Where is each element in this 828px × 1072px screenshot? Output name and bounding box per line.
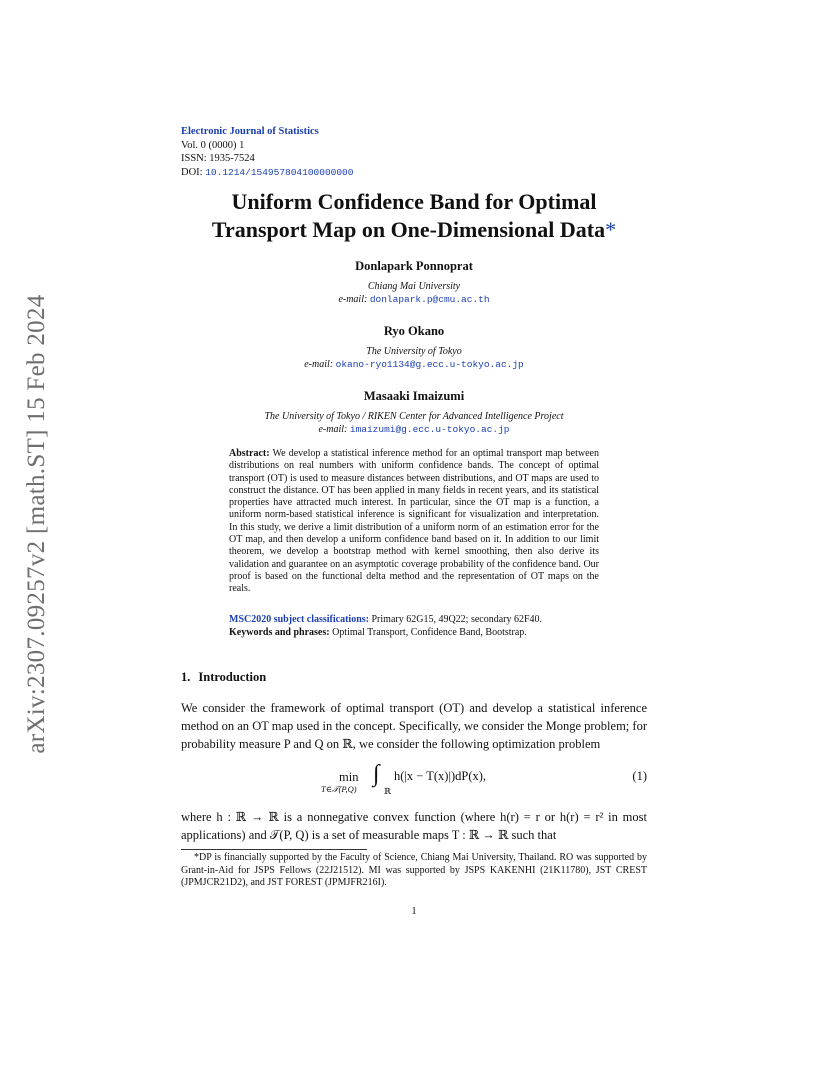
equation-body: h(|x − T(x)|)dP(x),	[394, 769, 487, 783]
footnote: *DP is financially supported by the Faculty of Science, Chiang Mai University, Thailand. RO was supported by Grant-in-Aid for JSPS Fellows (22J21512). MI was supported by JSPS KAKENHI (21K11780), JST CREST (JPMJCR21D2), and JST FOREST (JPMJFR216I).	[181, 852, 647, 888]
arxiv-identifier: arXiv:2307.09257v2 [math.ST] 15 Feb 2024	[23, 294, 50, 754]
journal-name[interactable]: Electronic Journal of Statistics	[181, 126, 319, 137]
journal-doi-line	[181, 166, 353, 180]
classification-block	[229, 614, 599, 639]
section-heading	[181, 670, 266, 685]
doi-link[interactable]: 10.1214/154957804100000000	[205, 166, 354, 178]
abstract	[229, 448, 599, 596]
title-line-2-text: Transport Map on One-Dimensional Data	[211, 217, 606, 242]
author-affiliation: The University of Tokyo	[366, 346, 462, 357]
footnote-rule	[181, 849, 367, 850]
email-label: e-mail:	[304, 359, 334, 370]
journal-issn: ISSN: 1935-7524	[181, 153, 255, 164]
journal-volume: Vol. 0 (0000) 1	[181, 139, 245, 151]
msc-label-link[interactable]: MSC2020 subject classifications:	[229, 614, 369, 625]
author-block-3	[150, 389, 678, 436]
arxiv-sidebar	[22, 274, 52, 774]
msc-value: Primary 62G15, 49Q22; secondary 62F40.	[371, 614, 543, 625]
integral-domain: ℝ	[384, 786, 392, 796]
author-name: Ryo Okano	[383, 324, 445, 338]
journal-header	[181, 125, 353, 179]
page-number: 1	[411, 906, 417, 917]
equation-number: (1)	[632, 769, 647, 783]
keywords-line	[229, 627, 599, 640]
author-email-line	[150, 293, 678, 306]
author-email-line	[150, 423, 678, 436]
equation-1	[181, 761, 647, 805]
equation-subscript: T∈𝒯(P,Q)	[321, 784, 357, 794]
title-line-1: Uniform Confidence Band for Optimal	[231, 189, 597, 214]
intro-paragraph-1: We consider the framework of optimal transport (OT) and develop a statistical inference method on an OT map used in the concept. Specifically, we consider the Monge problem; for probability measure P and Q on ℝ, we consider the following optimization problem	[181, 701, 647, 751]
section-number: 1.	[181, 670, 191, 684]
abstract-label: Abstract:	[229, 448, 270, 459]
section-title: Introduction	[198, 670, 267, 684]
author-block-2	[150, 324, 678, 371]
author-email-link[interactable]: imaizumi@g.ecc.u-tokyo.ac.jp	[349, 424, 510, 435]
title-line-2	[150, 216, 678, 244]
email-label: e-mail:	[318, 424, 348, 435]
author-name: Masaaki Imaizumi	[363, 389, 465, 403]
abstract-text: We develop a statistical inference method for an optimal transport map between distributions on real numbers with uniform confidence bands. The concept of optimal transport (OT) is used to measure distances between distributions, and OT maps are used to construct the distance. OT has been applied in many fields in recent years, and its statistical properties have attracted much interest. In particular, since the OT map is a function, a uniform norm-based statistical inference is significant for visualization and interpretation. In this study, we derive a limit distribution of a uniform norm of an estimation error for the OT map, and then develop a uniform confidence band based on it. In addition to our limit theorem, we develop a bootstrap method with kernel smoothing, then also derive its validation and guarantee on an asymptotic coverage probability of the confidence band. Our proof is based on the functional delta method and the representation of OT maps on the reals.	[229, 448, 599, 595]
equation-min: min	[339, 770, 359, 784]
email-label: e-mail:	[338, 294, 368, 305]
paper-title	[150, 188, 678, 244]
keywords-label: Keywords and phrases:	[229, 626, 330, 638]
author-email-link[interactable]: okano-ryo1134@g.ecc.u-tokyo.ac.jp	[335, 359, 524, 370]
author-block-1	[150, 259, 678, 306]
msc-line	[229, 614, 599, 627]
title-footnote-mark[interactable]: *	[605, 217, 617, 242]
author-affiliation: Chiang Mai University	[367, 281, 461, 292]
keywords-value: Optimal Transport, Confidence Band, Bootstrap.	[332, 626, 527, 638]
intro-paragraph-2: where h : ℝ → ℝ is a nonnegative convex function (where h(r) = r or h(r) = r² in most applications) and 𝒯(P, Q) is a set of measurable maps T : ℝ → ℝ such that	[181, 810, 647, 842]
author-email-line	[150, 358, 678, 371]
doi-label: DOI:	[181, 166, 203, 178]
integral-symbol: ∫	[373, 761, 380, 787]
author-email-link[interactable]: donlapark.p@cmu.ac.th	[369, 294, 490, 305]
author-name: Donlapark Ponnoprat	[355, 259, 473, 273]
author-affiliation: The University of Tokyo / RIKEN Center for Advanced Intelligence Project	[264, 411, 564, 422]
